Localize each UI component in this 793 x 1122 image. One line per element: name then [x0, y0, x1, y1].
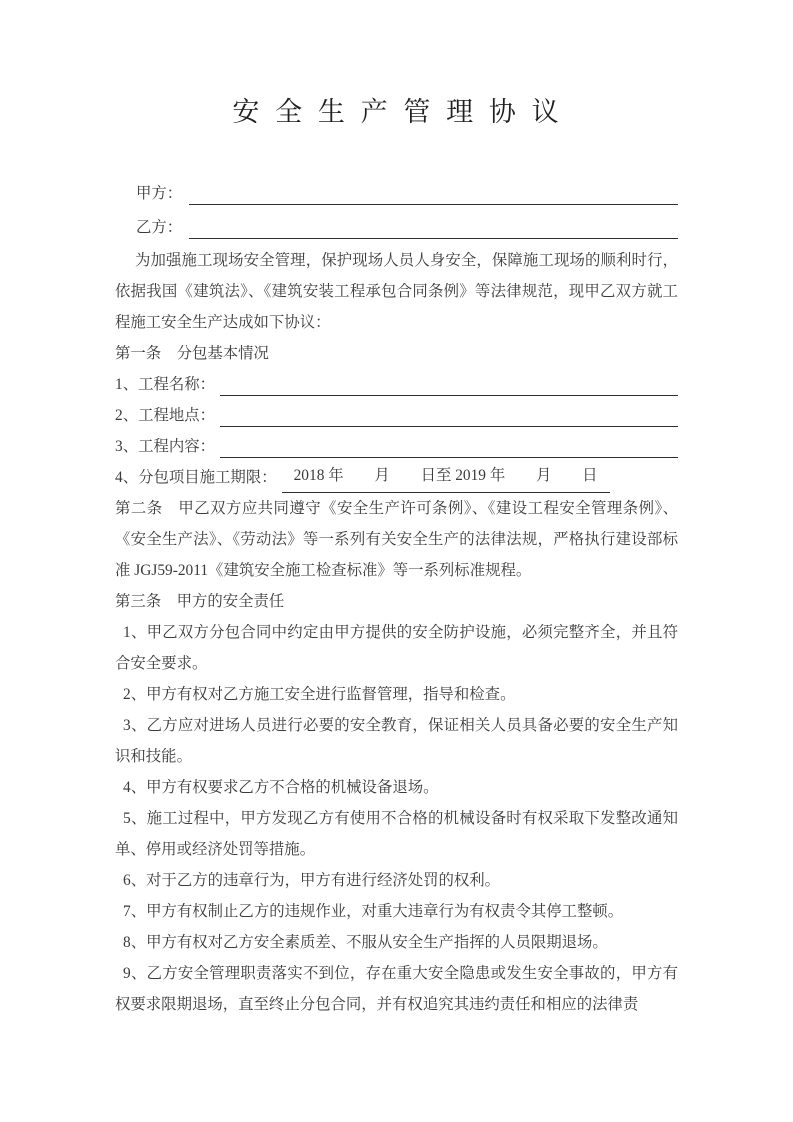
- project-location-blank-line[interactable]: [220, 400, 678, 427]
- construction-period-row: [115, 462, 678, 493]
- document-title: 安 全 生 产 管 理 协 议: [232, 97, 561, 127]
- article3-item-4: 4、甲方有权要求乙方不合格的机械设备退场。: [123, 779, 439, 796]
- project-content-row: [115, 431, 678, 462]
- party-b-blank-line[interactable]: [189, 211, 678, 239]
- preamble-paragraph: 为加强施工现场安全管理，保护现场人员人身安全，保障施工现场的顺利时行，依据我国《建筑法》、《建筑安装工程承包合同条例》等法律规范，现甲乙双方就工程施工安全生产达成如下协议：: [115, 252, 678, 331]
- party-b-label: 乙方：: [136, 219, 183, 236]
- project-location-row: [115, 400, 678, 431]
- article3-item-3: 3、乙方应对进场人员进行必要的安全教育，保证相关人员具备必要的安全生产知识和技能。: [115, 717, 678, 765]
- party-a-blank-line[interactable]: [189, 177, 678, 205]
- article3-item-2: 2、甲方有权对乙方施工安全进行监督管理，指导和检查。: [123, 686, 516, 703]
- project-location-label: 2、工程地点：: [115, 407, 216, 424]
- article1-heading: 第一条 分包基本情况: [115, 345, 269, 362]
- article3-item-5: 5、施工过程中，甲方发现乙方有使用不合格的机械设备时有权采取下发整改通知单、停用或经济处罚等措施。: [115, 810, 678, 858]
- project-name-blank-line[interactable]: [220, 369, 678, 396]
- article3-heading: 第三条 甲方的安全责任: [115, 593, 285, 610]
- article3-item-8: 8、甲方有权对乙方安全素质差、不服从安全生产指挥的人员限期退场。: [123, 934, 608, 951]
- project-name-label: 1、工程名称：: [115, 376, 216, 393]
- article3-item-9: 9、乙方安全管理职责落实不到位，存在重大安全隐患或发生安全事故的，甲方有权要求限期退场，直至终止分包合同，并有权追究其违约责任和相应的法律责: [115, 965, 678, 1013]
- document-body: [115, 96, 678, 1020]
- construction-period-label: 4、分包项目施工期限：: [115, 469, 277, 486]
- article2-paragraph: 第二条 甲乙双方应共同遵守《安全生产许可条例》、《建设工程安全管理条例》、《安全生产法》、《劳动法》等一系列有关安全生产的法律法规，严格执行建设部标准 JGJ59-2011《建筑安全施工检查标准》等一系列标准规程。: [115, 500, 678, 579]
- party-a-row: [115, 177, 678, 211]
- project-content-label: 3、工程内容：: [115, 438, 216, 455]
- party-a-label: 甲方：: [136, 185, 183, 202]
- project-content-blank-line[interactable]: [220, 431, 678, 458]
- party-b-row: [115, 211, 678, 245]
- project-name-row: [115, 369, 678, 400]
- article3-item-1: 1、甲乙双方分包合同中约定由甲方提供的安全防护设施，必须完整齐全，并且符合安全要求。: [115, 624, 678, 672]
- construction-period-value[interactable]: 2018 年 月 日至 2019 年 月 日: [282, 462, 610, 493]
- article3-item-6: 6、对于乙方的违章行为，甲方有进行经济处罚的权利。: [123, 872, 501, 889]
- article3-item-7: 7、甲方有权制止乙方的违规作业，对重大违章行为有权责令其停工整顿。: [123, 903, 624, 920]
